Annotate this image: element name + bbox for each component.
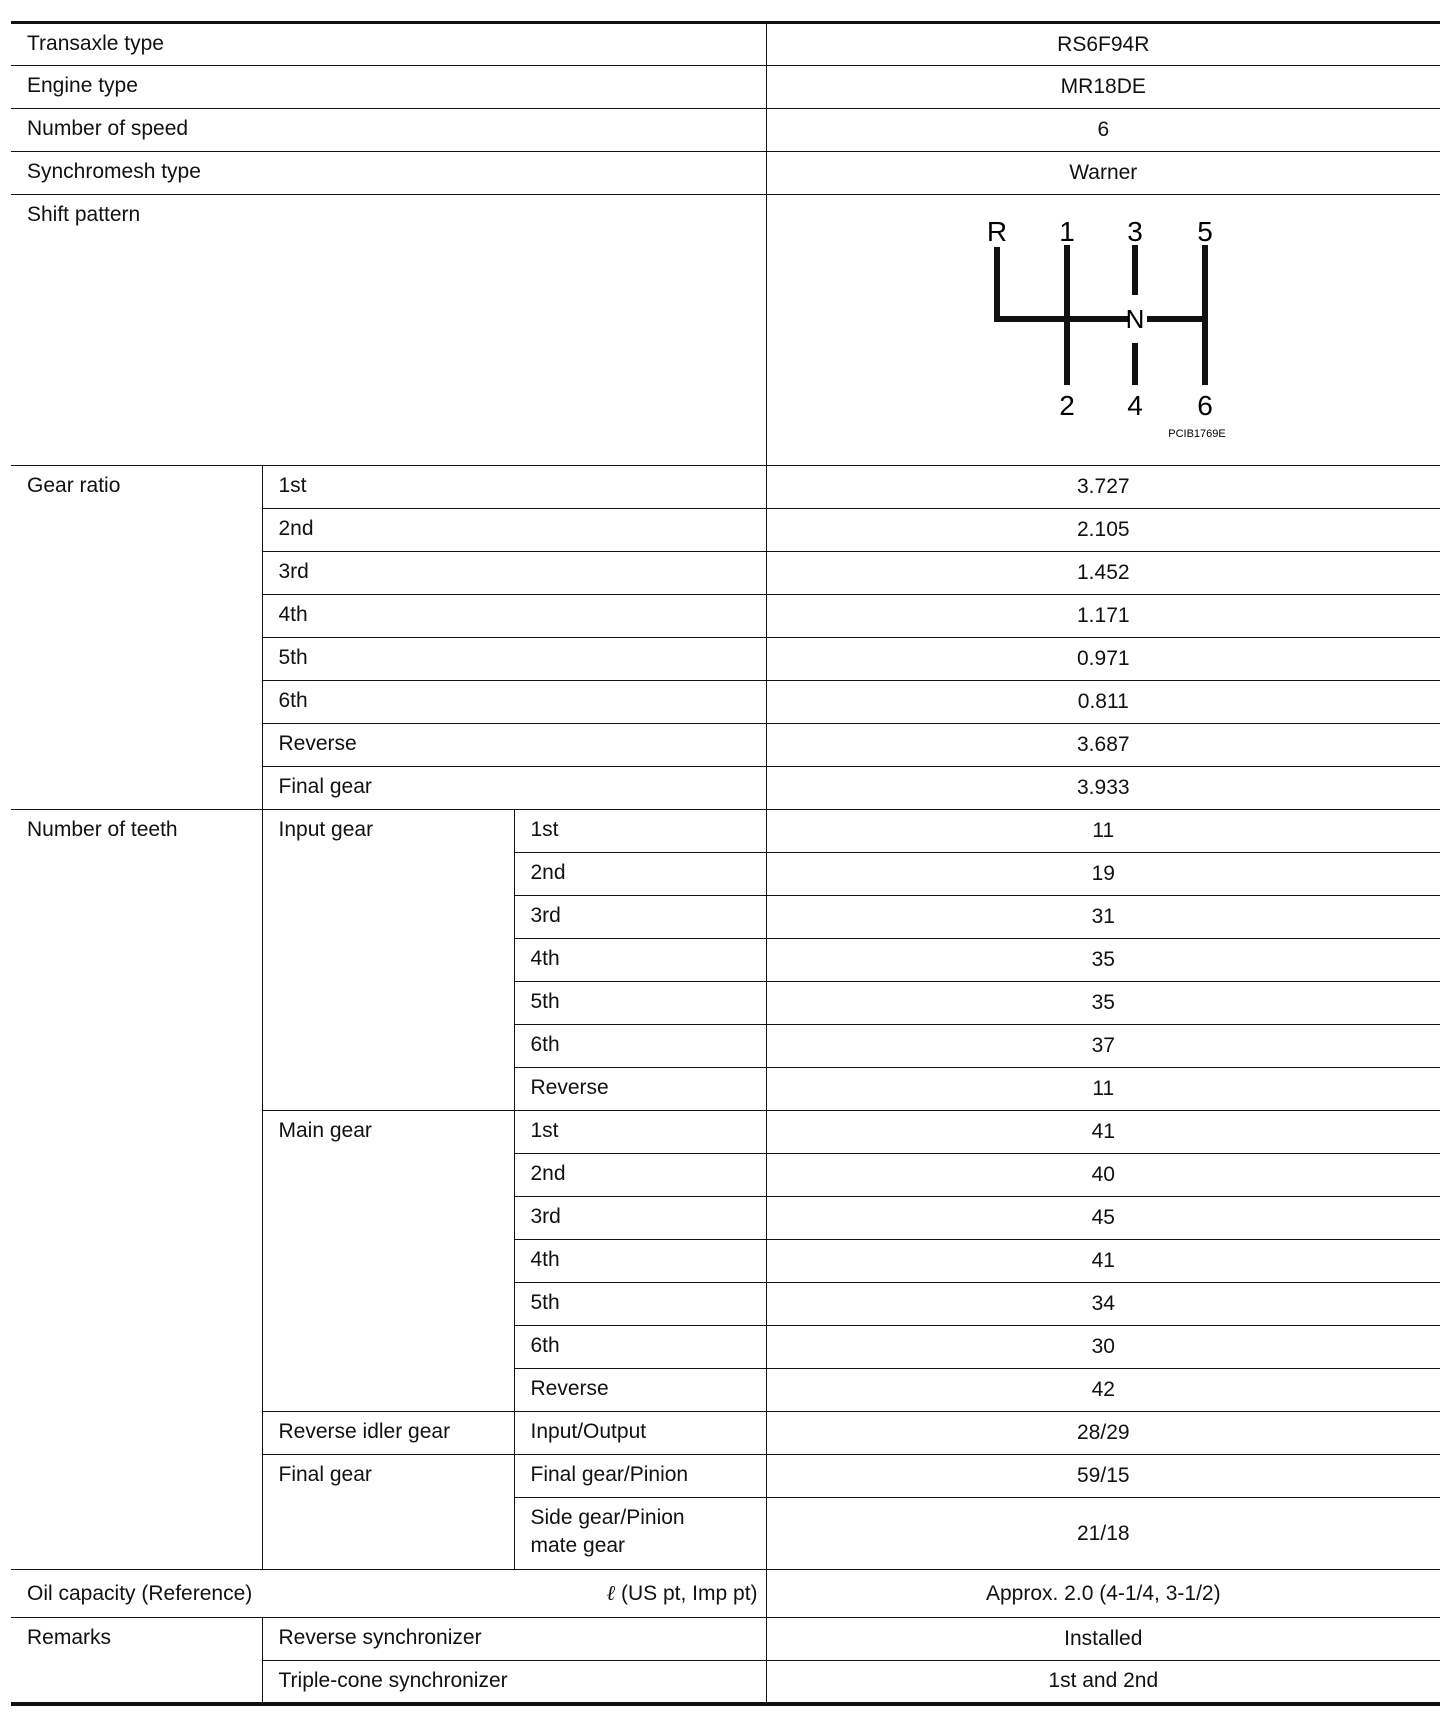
shift-label-1: 1 (1058, 216, 1075, 247)
input-gear: 3rd (514, 896, 766, 939)
reverse-sync-value: Installed (766, 1618, 1440, 1661)
gear-ratio-gear: 5th (262, 638, 766, 681)
final-label: Final gear (262, 1455, 514, 1570)
gear-ratio-gear: 2nd (262, 509, 766, 552)
gear-ratio-value: 0.971 (766, 638, 1440, 681)
transaxle-value: RS6F94R (766, 23, 1440, 66)
gear-ratio-row (11, 466, 1440, 509)
input-gear: 4th (514, 939, 766, 982)
engine-value: MR18DE (766, 66, 1440, 109)
input-gear: 6th (514, 1025, 766, 1068)
shift-label-2: 2 (1058, 390, 1075, 421)
gear-ratio-value: 1.452 (766, 552, 1440, 595)
main-gear: 4th (514, 1240, 766, 1283)
shift-label-3: 3 (1126, 216, 1143, 247)
input-label: Input gear (262, 810, 514, 1111)
transaxle-label: Transaxle type (11, 23, 766, 66)
synchro-value: Warner (766, 152, 1440, 195)
main-gear: 3rd (514, 1197, 766, 1240)
input-gear: 5th (514, 982, 766, 1025)
speeds-row (11, 109, 1440, 152)
shift-label: Shift pattern (11, 195, 766, 466)
main-value: 42 (766, 1369, 1440, 1412)
input-value: 31 (766, 896, 1440, 939)
gear-ratio-gear: 1st (262, 466, 766, 509)
shift-row (11, 195, 1440, 466)
gear-ratio-gear: Final gear (262, 767, 766, 810)
main-value: 34 (766, 1283, 1440, 1326)
shift-pattern-cell (766, 195, 1440, 466)
main-gear: Reverse (514, 1369, 766, 1412)
triple-cone-value: 1st and 2nd (766, 1661, 1440, 1704)
liter-symbol: ℓ (606, 1581, 616, 1605)
synchro-row (11, 152, 1440, 195)
shift-label-neutral: N (1125, 304, 1144, 334)
input-value: 35 (766, 982, 1440, 1025)
triple-cone-label: Triple-cone synchronizer (262, 1661, 766, 1704)
main-gear: 2nd (514, 1154, 766, 1197)
idler-sub: Input/Output (514, 1412, 766, 1455)
input-value: 35 (766, 939, 1440, 982)
gear-ratio-value: 3.933 (766, 767, 1440, 810)
final-sub-1: Final gear/Pinion (514, 1455, 766, 1498)
oil-value: Approx. 2.0 (4-1/4, 3-1/2) (766, 1570, 1440, 1618)
spec-table (11, 21, 1440, 1706)
oil-row (11, 1570, 1440, 1618)
remarks-label: Remarks (11, 1618, 262, 1704)
teeth-row (11, 810, 1440, 853)
speeds-label: Number of speed (11, 109, 766, 152)
engine-label: Engine type (11, 66, 766, 109)
gear-ratio-gear: Reverse (262, 724, 766, 767)
gear-ratio-label: Gear ratio (11, 466, 262, 810)
idler-value: 28/29 (766, 1412, 1440, 1455)
shift-label-5: 5 (1196, 216, 1213, 247)
shift-pattern-diagram (767, 195, 1441, 457)
gear-ratio-gear: 6th (262, 681, 766, 724)
main-value: 45 (766, 1197, 1440, 1240)
shift-label-6: 6 (1196, 390, 1213, 421)
final-value-2: 21/18 (766, 1498, 1440, 1570)
input-value: 11 (766, 810, 1440, 853)
input-value: 11 (766, 1068, 1440, 1111)
main-value: 41 (766, 1240, 1440, 1283)
gear-ratio-value: 3.727 (766, 466, 1440, 509)
oil-label: Oil capacity (Reference) (11, 1570, 514, 1618)
idler-label: Reverse idler gear (262, 1412, 514, 1455)
input-value: 37 (766, 1025, 1440, 1068)
reverse-sync-label: Reverse synchronizer (262, 1618, 766, 1661)
gear-ratio-value: 2.105 (766, 509, 1440, 552)
main-value: 40 (766, 1154, 1440, 1197)
final-value-1: 59/15 (766, 1455, 1440, 1498)
gear-ratio-value: 1.171 (766, 595, 1440, 638)
input-gear: 2nd (514, 853, 766, 896)
speeds-value: 6 (766, 109, 1440, 152)
main-gear: 6th (514, 1326, 766, 1369)
main-value: 30 (766, 1326, 1440, 1369)
transaxle-row (11, 23, 1440, 66)
remarks-row-1 (11, 1618, 1440, 1661)
shift-gate-lines (997, 245, 1207, 385)
input-gear: Reverse (514, 1068, 766, 1111)
input-value: 19 (766, 853, 1440, 896)
engine-row (11, 66, 1440, 109)
gear-ratio-value: 0.811 (766, 681, 1440, 724)
teeth-label: Number of teeth (11, 810, 262, 1570)
main-value: 41 (766, 1111, 1440, 1154)
main-label: Main gear (262, 1111, 514, 1412)
shift-label-r: R (986, 216, 1007, 247)
oil-unit-text: (US pt, Imp pt) (621, 1582, 758, 1605)
main-gear: 5th (514, 1283, 766, 1326)
gear-ratio-value: 3.687 (766, 724, 1440, 767)
oil-unit (514, 1570, 766, 1618)
shift-label-4: 4 (1126, 390, 1143, 421)
figure-code: PCIB1769E (1167, 428, 1226, 440)
gear-ratio-gear: 3rd (262, 552, 766, 595)
synchro-label: Synchromesh type (11, 152, 766, 195)
gear-ratio-gear: 4th (262, 595, 766, 638)
final-sub-2: Side gear/Pinion mate gear (514, 1498, 766, 1570)
input-gear: 1st (514, 810, 766, 853)
main-gear: 1st (514, 1111, 766, 1154)
